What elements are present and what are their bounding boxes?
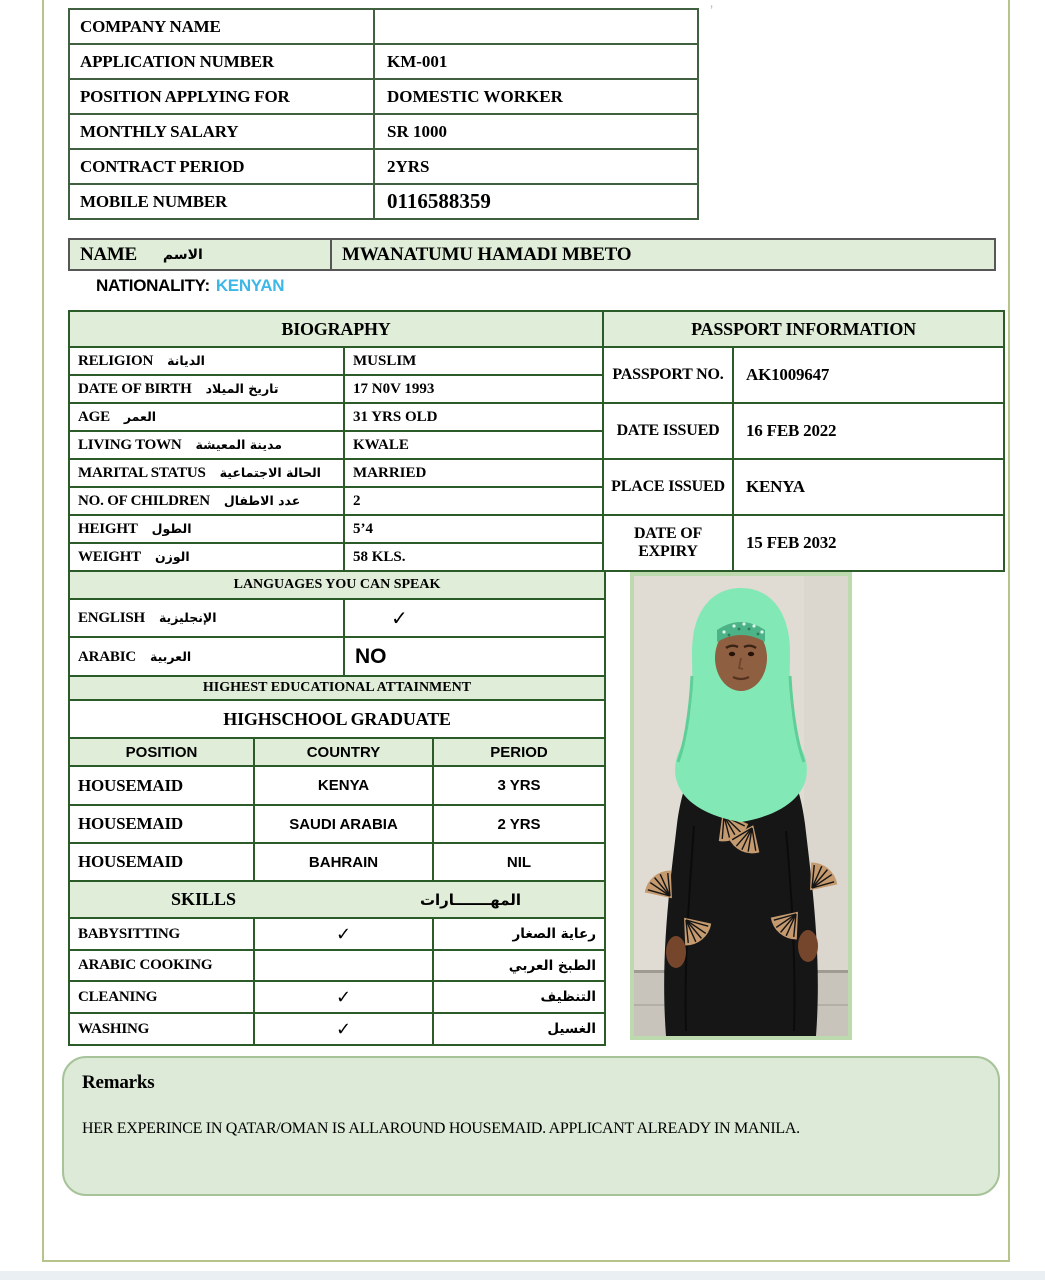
row-label: POSITION APPLYING FOR [69, 79, 374, 114]
bio-row-label [69, 347, 344, 375]
table-row [69, 114, 698, 149]
remarks-text: HER EXPERINCE IN QATAR/OMAN IS ALLAROUND HOUSEMAID. APPLICANT ALREADY IN MANILA. [82, 1120, 800, 1137]
experience-row [69, 805, 605, 843]
bio-row-value: KWALE [344, 431, 603, 459]
table-row [69, 738, 605, 766]
table-row [69, 347, 1004, 375]
experience-period: 3 YRS [433, 766, 605, 805]
experience-position: HOUSEMAID [69, 843, 254, 881]
language-answer: NO [344, 637, 605, 676]
remarks-title: Remarks [82, 1072, 155, 1093]
bio-row-value: 58 KLS. [344, 543, 603, 571]
name-value: MWANATUMU HAMADI MBETO [342, 243, 632, 265]
passport-label: DATE ISSUED [603, 403, 733, 459]
bio-row-value: 5’4 [344, 515, 603, 543]
language-label [69, 599, 344, 637]
check-mark: ✓ [344, 599, 605, 637]
bio-label-en: LIVING TOWN [78, 437, 182, 453]
experience-header-country: COUNTRY [254, 738, 433, 766]
bio-label-arabic: الطول [151, 521, 192, 536]
language-label-arabic: الإنجليزية [158, 610, 217, 625]
passport-value: 16 FEB 2022 [733, 403, 1004, 459]
skill-label-arabic: الطبخ العربي [433, 950, 605, 981]
bio-row-label [69, 459, 344, 487]
skill-row [69, 1013, 605, 1045]
education-header: HIGHEST EDUCATIONAL ATTAINMENT [69, 676, 605, 700]
table-row [69, 403, 1004, 431]
skill-label-arabic: رعاية الصغار [433, 918, 605, 950]
passport-value: 15 FEB 2032 [733, 515, 1004, 571]
experience-row [69, 766, 605, 805]
bio-label-en: RELIGION [78, 353, 154, 369]
row-value: KM-001 [374, 44, 698, 79]
company-info-table [68, 8, 699, 220]
name-label-cell [70, 240, 332, 269]
row-value: DOMESTIC WORKER [374, 79, 698, 114]
experience-country: BAHRAIN [254, 843, 433, 881]
languages-header: LANGUAGES YOU CAN SPEAK [69, 571, 605, 599]
bio-label-en: HEIGHT [78, 521, 138, 537]
bio-row-value: 2 [344, 487, 603, 515]
experience-country: KENYA [254, 766, 433, 805]
language-row [69, 637, 605, 676]
skill-label-arabic: الغسيل [433, 1013, 605, 1045]
bio-row-label [69, 375, 344, 403]
bio-label-arabic: الديانة [167, 353, 205, 368]
skills-title-arabic: المهـــــــارات [419, 890, 522, 909]
education-value: HIGHSCHOOL GRADUATE [69, 700, 605, 738]
skills-title: SKILLS [170, 889, 237, 909]
experience-position: HOUSEMAID [69, 805, 254, 843]
bio-label-arabic: عدد الاطفال [223, 493, 301, 508]
skill-label-arabic: التنظيف [433, 981, 605, 1013]
bio-label-arabic: الحالة الاجتماعية [219, 465, 321, 480]
table-row [69, 184, 698, 219]
row-value: 2YRS [374, 149, 698, 184]
table-row [69, 311, 1004, 347]
experience-position: HOUSEMAID [69, 766, 254, 805]
experience-period: NIL [433, 843, 605, 881]
bio-row-label [69, 515, 344, 543]
skill-row [69, 981, 605, 1013]
language-label-arabic: العربية [149, 648, 192, 664]
language-label-en: ENGLISH [78, 610, 145, 626]
bio-label-arabic: تاريخ الميلاد [205, 381, 279, 396]
skill-label: CLEANING [69, 981, 254, 1013]
passport-label: PASSPORT NO. [603, 347, 733, 403]
language-label-en: ARABIC [78, 648, 136, 665]
table-row [69, 44, 698, 79]
row-label: MOBILE NUMBER [69, 184, 374, 219]
experience-country: SAUDI ARABIA [254, 805, 433, 843]
name-label-arabic: الاسم [162, 246, 203, 263]
passport-value: KENYA [733, 459, 1004, 515]
table-row [69, 700, 605, 738]
row-label: APPLICATION NUMBER [69, 44, 374, 79]
row-label: MONTHLY SALARY [69, 114, 374, 149]
bio-row-label [69, 543, 344, 571]
biography-passport-table [68, 310, 1005, 572]
biography-header: BIOGRAPHY [69, 311, 603, 347]
nationality-line [96, 276, 284, 296]
table-row [69, 149, 698, 184]
bio-row-label [69, 403, 344, 431]
skill-label: ARABIC COOKING [69, 950, 254, 981]
bottom-strip [0, 1271, 1045, 1280]
bio-label-arabic: الوزن [154, 549, 190, 564]
bio-row-value: MUSLIM [344, 347, 603, 375]
table-row [69, 515, 1004, 543]
row-value: SR 1000 [374, 114, 698, 149]
passport-header: PASSPORT INFORMATION [603, 311, 1004, 347]
passport-label: PLACE ISSUED [603, 459, 733, 515]
bio-label-en: AGE [78, 409, 110, 425]
name-bar [68, 238, 996, 271]
mobile-number-value: 0116588359 [374, 184, 698, 219]
bio-label-en: MARITAL STATUS [78, 465, 206, 481]
nationality-label: NATIONALITY: [96, 276, 210, 295]
applicant-photo [630, 572, 852, 1040]
passport-value: AK1009647 [733, 347, 1004, 403]
bio-row-label [69, 431, 344, 459]
skill-check [254, 950, 433, 981]
bio-row-value: 17 N0V 1993 [344, 375, 603, 403]
bio-row-value: 31 YRS OLD [344, 403, 603, 431]
table-row [69, 9, 698, 44]
bio-row-value: MARRIED [344, 459, 603, 487]
language-label [69, 637, 344, 676]
experience-header-period: PERIOD [433, 738, 605, 766]
remarks-box [62, 1056, 1000, 1196]
experience-header-position: POSITION [69, 738, 254, 766]
experience-skills-table [68, 737, 606, 1046]
table-row [69, 676, 605, 700]
skill-label: BABYSITTING [69, 918, 254, 950]
skill-row [69, 950, 605, 981]
skill-check: ✓ [254, 981, 433, 1013]
name-label: NAME [80, 243, 137, 265]
languages-education-table [68, 570, 606, 739]
skill-check: ✓ [254, 1013, 433, 1045]
language-row [69, 599, 605, 637]
table-row [69, 79, 698, 114]
scan-artifact: ’ [710, 2, 714, 18]
bio-label-en: WEIGHT [78, 549, 141, 565]
bio-label-en: NO. OF CHILDREN [78, 493, 210, 509]
bio-label-arabic: العمر [123, 409, 157, 424]
table-row [69, 571, 605, 599]
row-label: CONTRACT PERIOD [69, 149, 374, 184]
table-row [69, 459, 1004, 487]
skills-header [69, 881, 605, 918]
bio-label-en: DATE OF BIRTH [78, 381, 192, 397]
bio-row-label [69, 487, 344, 515]
row-label: COMPANY NAME [69, 9, 374, 44]
skill-row [69, 918, 605, 950]
nationality-value: KENYAN [215, 276, 285, 295]
row-value [374, 9, 698, 44]
experience-period: 2 YRS [433, 805, 605, 843]
skill-check: ✓ [254, 918, 433, 950]
bio-label-arabic: مدينة المعيشة [195, 437, 283, 452]
passport-label: DATE OF EXPIRY [603, 515, 733, 571]
experience-row [69, 843, 605, 881]
skill-label: WASHING [69, 1013, 254, 1045]
table-row [69, 881, 605, 918]
